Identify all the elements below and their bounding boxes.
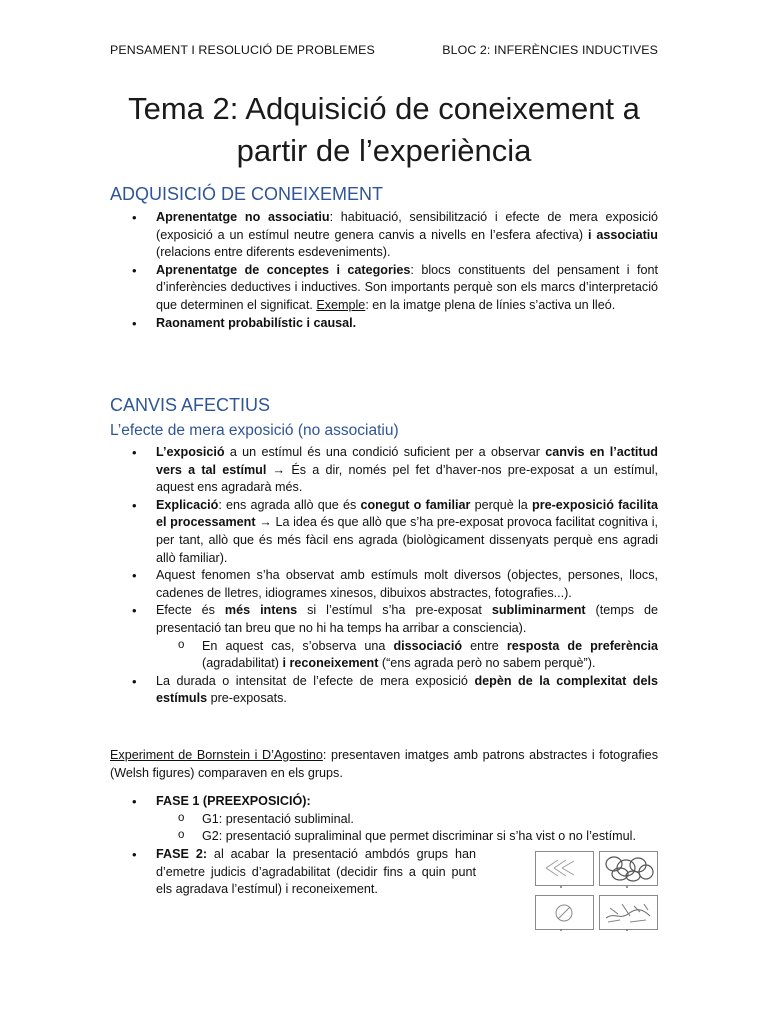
figure-blobs (599, 851, 658, 886)
mera-exposicio-bullet-list (110, 444, 658, 708)
experiment-paragraph: Experiment de Bornstein i D’Agostino: presentaven imatges amb patrons abstractes i fotografies (Welsh figures) comparaven en els grups. (110, 748, 658, 780)
fase1-sub-list (156, 811, 658, 846)
adquisicio-bullet-list (110, 209, 658, 332)
bullet-exposicio: • L’exposició a un estímul és una condició suficient per a observar canvis en l’actitud vers a tal estímul → És a dir, només pel fet d’haver-nos pre-exposat a un estímul, aquest ens agradarà més. (110, 444, 658, 497)
sub-bullet-list (156, 638, 658, 673)
subsection-heading-mera-exposicio: L’efecte de mera exposició (no associatiu) (110, 422, 399, 439)
page-header (110, 43, 658, 57)
header-block: BLOC 2: INFERÈNCIES INDUCTIVES (442, 43, 658, 57)
figure-circle-slash (535, 895, 594, 930)
section-heading-canvis-afectius: CANVIS AFECTIUS (110, 395, 271, 415)
bullet-estimuls-diversos: • Aquest fenomen s’ha observat amb estímuls molt diversos (objectes, persones, llocs, cadenes de lletres, idiogrames xinesos, dibuixos abstractes, fotografies...). (110, 567, 658, 602)
figure-scribble (599, 895, 658, 930)
bullet-conceptes-categories: • Aprenentatge de conceptes i categories: blocs constituents del pensament i font d’inferències deductives i inductives. Son importants perquè son els marcs d’interpretació que determinen el significat. Exemple: en la imatge plena de línies s’activa un lleó. (110, 262, 658, 315)
chevron-pattern-icon (536, 852, 593, 885)
bullet-fase1: • FASE 1 (PREEXPOSICIÓ): o G1: presentació subliminal. o G2: presentació supraliminal que permet discriminar si s’ha vist o no l’estímul. (110, 793, 658, 846)
scribble-pattern-icon (600, 896, 657, 929)
bullet-raonament: • Raonament probabilístic i causal. (110, 315, 658, 333)
sub-bullet-dissociacio: o En aquest cas, s’observa una dissociació entre resposta de preferència (agradabilitat) i reconeixement (“ens agrada però no sabem perquè”). (156, 638, 658, 673)
figure-chevrons (535, 851, 594, 886)
welsh-figures-image (533, 849, 658, 931)
bullet-durada-intensitat: • La durada o intensitat de l’efecte de mera exposició depèn de la complexitat dels estímuls pre-exposats. (110, 673, 658, 708)
fase2-list (110, 846, 476, 899)
title-line-1: Tema 2: Adquisició de coneixement a (128, 91, 640, 126)
blob-pattern-icon (600, 852, 657, 885)
title-line-2: partir de l’experiència (236, 133, 532, 168)
sub-bullet-g2: o G2: presentació supraliminal que permet discriminar si s’ha vist o no l’estímul. (156, 828, 658, 846)
sub-bullet-g1: o G1: presentació subliminal. (156, 811, 658, 829)
bullet-explicacio: • Explicació: ens agrada allò que és conegut o familiar perquè la pre-exposició facilita el processament → La idea és que allò que s’ha pre-exposat provoca facilitat cognitiva i, per tant, allò que és més fàcil ens agrada (biològicament dissenyats perquè ens agradi allò familiar). (110, 497, 658, 567)
figure-marker (626, 929, 628, 931)
bullet-aprenentatge-no-associatiu: • Aprenentatge no associatiu: habituació, sensibilització i efecte de mera exposició (exposició a un estímul neutre genera canvis a nivells en l’esfera afectiva) i associatiu (relacions entre diferents esdeveniments). (110, 209, 658, 262)
page-title (110, 88, 658, 172)
figure-marker (626, 886, 628, 888)
bullet-efecte-intens: • Efecte és més intens si l’estímul s’ha pre-exposat subliminarment (temps de presentació tan breu que no hi ha temps ha arribar a consciencia). o En aquest cas, s’observa una dissociació entre resposta de preferència (agradabilitat) i reconeixement (“ens agrada però no sabem perquè”). (110, 602, 658, 672)
figure-marker (560, 929, 562, 931)
section-heading-adquisicio: ADQUISICIÓ DE CONEIXEMENT (110, 184, 384, 204)
fase1-list (110, 793, 658, 846)
figure-marker (560, 886, 562, 888)
header-course: PENSAMENT I RESOLUCIÓ DE PROBLEMES (110, 43, 375, 57)
bullet-fase2: • FASE 2: al acabar la presentació ambdós grups han d’emetre judicis d’agradabilitat (decidir fins a quin punt els agradava l’estímul) i reconeixement. (110, 846, 476, 899)
circle-slash-icon (536, 896, 593, 929)
